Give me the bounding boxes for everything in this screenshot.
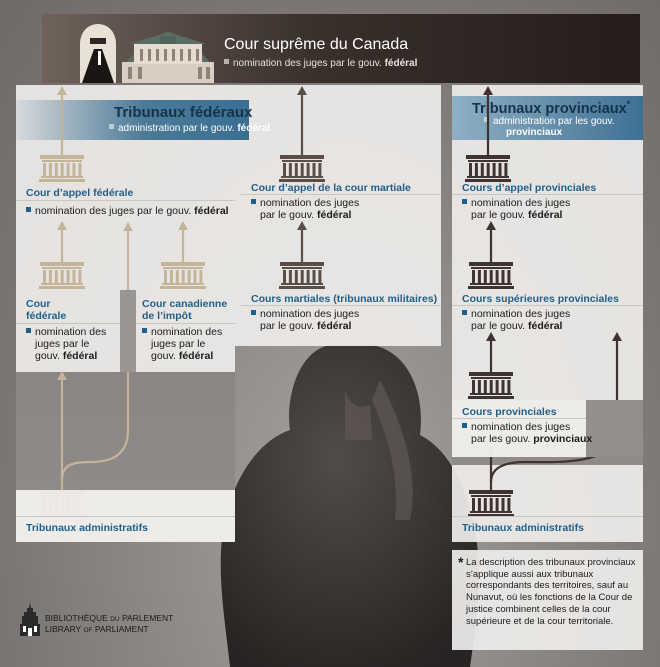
federal-title: Tribunaux fédéraux	[114, 104, 253, 121]
bullet	[26, 207, 31, 212]
footnote-line: supérieure et de la cour territoriale.	[466, 615, 614, 627]
courthouse-icon	[468, 490, 514, 517]
separator	[16, 516, 235, 517]
fc-divider	[120, 290, 136, 372]
footnote-box	[452, 550, 643, 650]
tcc-note	[142, 326, 222, 362]
psc-name: Cours supérieures provinciales	[462, 293, 619, 305]
library-of-parliament-icon	[20, 602, 40, 636]
logo-line2	[45, 624, 149, 634]
fca-name: Cour d’appel fédérale	[26, 187, 134, 199]
tcc-name	[142, 298, 227, 322]
note-bold: fédéral	[317, 320, 352, 332]
separator	[241, 305, 441, 306]
courthouse-icon	[468, 372, 514, 399]
note-text: par le gouv.	[260, 320, 315, 332]
note-text: gouv.	[35, 350, 60, 362]
cm-note	[251, 308, 359, 332]
cm-name: Cours martiales (tribunaux militaires)	[251, 293, 438, 305]
footnote-line: correspondants des territoires, sauf au	[466, 580, 629, 592]
cmac-name: Cour d’appel de la cour martiale	[251, 182, 411, 194]
separator	[452, 516, 643, 517]
bullet	[251, 310, 256, 315]
tcc-name-line1: Cour canadienne	[142, 298, 228, 310]
courthouse-icon	[279, 155, 325, 182]
bullet	[462, 199, 467, 204]
fc-name-line1: Cour	[26, 298, 51, 310]
pc-gap	[586, 400, 643, 457]
note-text: nomination des juges par le gouv.	[233, 58, 382, 69]
note-text: nomination des juges par le gouv.	[35, 205, 192, 217]
courthouse-icon	[468, 262, 514, 289]
note-text: nomination des juges	[471, 421, 571, 433]
pc-note	[462, 421, 592, 445]
pc-name: Cours provinciales	[462, 406, 557, 418]
logo-text: PARLIAMENT	[94, 624, 149, 634]
note-bold: fédéral	[178, 350, 214, 362]
pca-note	[462, 197, 570, 221]
psc-note	[462, 308, 570, 332]
bullet	[251, 199, 256, 204]
note-text: nomination des juges	[260, 197, 360, 209]
provincial-title-text: Tribunaux provinciaux	[472, 100, 627, 117]
logo-text: DU	[110, 616, 120, 623]
footnote-line: s’applique aussi aux tribunaux	[466, 568, 594, 580]
note-bold: fédéral	[62, 350, 98, 362]
logo-text: BIBLIOTHÈQUE	[45, 613, 108, 623]
note-text: par les gouv.	[471, 433, 531, 445]
separator	[16, 200, 235, 201]
note-text: nomination des juges	[471, 197, 571, 209]
separator	[16, 323, 120, 324]
note-bold: fédéral	[194, 205, 229, 217]
note-text: nomination des	[35, 326, 107, 338]
padmin-name: Tribunaux administratifs	[462, 522, 584, 534]
sub-bold: provinciaux	[506, 127, 563, 138]
fca-note	[26, 205, 229, 217]
courthouse-icon	[39, 262, 85, 289]
footnote-line: justice combinent celles de la cour	[466, 603, 611, 615]
separator	[452, 305, 643, 306]
courthouse-icon	[39, 155, 85, 182]
sub-text: administration par le gouv.	[118, 123, 235, 134]
footnote-text	[466, 557, 636, 627]
sub-bold: fédéral	[237, 123, 271, 134]
footnote-star: *	[458, 554, 464, 570]
supreme-court-title: Cour suprême du Canada	[224, 36, 409, 53]
footnote-line: La description des tribunaux provinciaux	[466, 557, 636, 568]
pca-name: Cours d’appel provinciales	[462, 182, 597, 194]
footnote-line: Nunavut, où les fonctions de la Cour de	[466, 592, 633, 604]
bullet	[26, 328, 31, 333]
note-bold: fédéral	[528, 209, 563, 221]
fadmin-name: Tribunaux administratifs	[26, 522, 148, 534]
fc-note	[26, 326, 106, 362]
logo-line1	[45, 613, 173, 623]
cmac-note	[251, 197, 359, 221]
tcc-name-line2: de l’impôt	[142, 310, 192, 322]
courthouse-icon	[160, 262, 206, 289]
library-logo	[14, 602, 174, 638]
note-bold: fédéral	[528, 320, 563, 332]
logo-text: LIBRARY	[45, 624, 82, 634]
note-text: juges par le	[35, 338, 90, 350]
note-text: par le gouv.	[471, 320, 526, 332]
logo-text: OF	[83, 627, 93, 634]
bullet	[462, 310, 467, 315]
note-text: nomination des juges	[260, 308, 360, 320]
separator	[241, 194, 441, 195]
bullet	[462, 423, 467, 428]
note-text: par le gouv.	[260, 209, 315, 221]
courthouse-icon	[279, 262, 325, 289]
note-text: par le gouv.	[471, 209, 526, 221]
note-text: nomination des	[151, 326, 223, 338]
note-text: gouv.	[151, 350, 176, 362]
note-bold: fédéral	[317, 209, 352, 221]
sub-text: administration par les gouv.	[493, 116, 615, 127]
note-text: nomination des juges	[471, 308, 571, 320]
note-text: juges par le	[151, 338, 206, 350]
separator	[452, 194, 643, 195]
separator	[452, 418, 586, 419]
bullet	[142, 328, 147, 333]
fc-name-line2: fédérale	[26, 310, 67, 322]
provincial-star: *	[626, 99, 631, 109]
courthouse-icon	[465, 155, 511, 182]
note-bold: provinciaux	[533, 433, 593, 445]
logo-text: PARLEMENT	[121, 613, 174, 623]
note-bold: fédéral	[384, 58, 418, 69]
fc-name	[26, 298, 66, 322]
separator	[136, 323, 235, 324]
